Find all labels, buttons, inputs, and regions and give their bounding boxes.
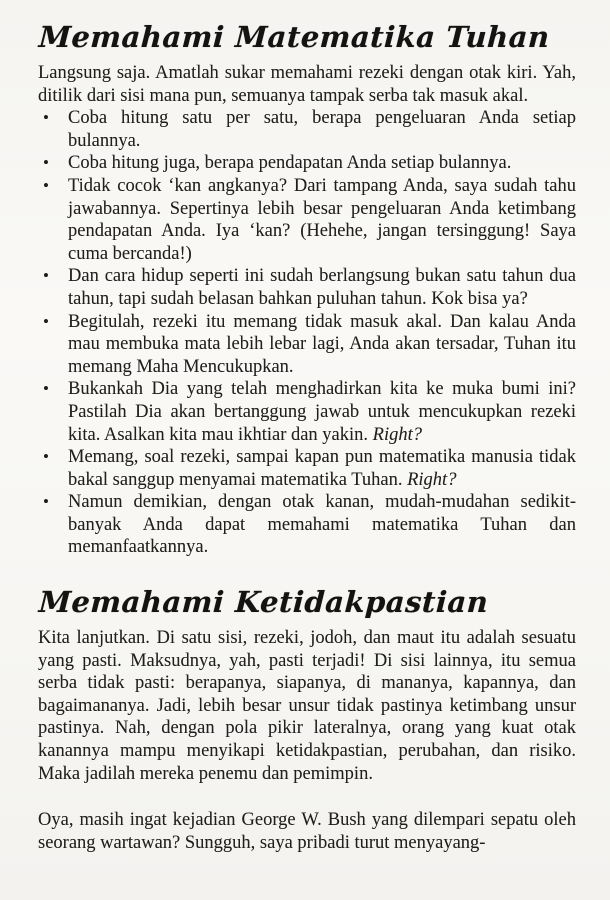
heading-memahami-matematika-tuhan: Memahami Matematika Tuhan <box>38 20 551 54</box>
ketidakpastian-paragraph-1: Kita lanjutkan. Di satu sisi, rezeki, jodoh, dan maut itu adalah sesuatu yang pasti. Maksudnya, yah, pasti terjadi! Di sisi lainnya, itu semua serba tidak pasti: berapanya, siapanya, di mananya, kapannya, dan bagaimananya. Jadi, lebih besar unsur tidak pastinya ketimbang unsur pastinya. Nah, dengan pola pikir lateralnya, orang yang kuat otak kanannya mampu menyikapi ketidakpastian, perubahan, dan risiko. Maka jadilah mereka penemu dan pemimpin. <box>38 628 576 784</box>
bullet-text: Coba hitung juga, berapa pendapatan Anda setiap bulannya. <box>68 153 512 174</box>
bullet-text-italic: Right? <box>407 469 457 490</box>
bullet-item <box>38 175 576 265</box>
bullet-text: Bukankah Dia yang telah menghadirkan kita ke muka bumi ini? Pastilah Dia akan bertanggung jawab untuk mencukupkan rezeki kita. Asalkan kita mau ikhtiar dan yakin. <box>68 379 576 445</box>
bullet-text: Dan cara hidup seperti ini sudah berlangsung bukan satu tahun dua tahun, tapi sudah belasan bahkan puluhan tahun. Kok bisa ya? <box>68 266 576 309</box>
bullet-item <box>38 265 576 310</box>
bullet-item <box>38 152 576 175</box>
bullet-text: Coba hitung satu per satu, berapa pengeluaran Anda setiap bulannya. <box>68 108 576 151</box>
bullet-item <box>38 446 576 491</box>
bullet-list <box>38 107 576 559</box>
bullet-item <box>38 491 576 559</box>
ketidakpastian-paragraph-2: Oya, masih ingat kejadian George W. Bush yang dilempari sepatu oleh seorang wartawan? Sungguh, saya pribadi turut menyayang- <box>38 810 576 853</box>
intro-paragraph: Langsung saja. Amatlah sukar memahami rezeki dengan otak kiri. Yah, ditilik dari sisi mana pun, semuanya tampak serba tak masuk akal. <box>38 63 576 106</box>
heading-memahami-ketidakpastian: Memahami Ketidakpastian <box>38 585 490 620</box>
bullet-text: Namun demikian, dengan otak kanan, mudah-mudahan sedikit-banyak Anda dapat memahami matematika Tuhan dan memanfaatkannya. <box>68 492 576 558</box>
bullet-item <box>38 311 576 379</box>
bullet-item <box>38 378 576 446</box>
bullet-text: Begitulah, rezeki itu memang tidak masuk akal. Dan kalau Anda mau membuka mata lebih lebar lagi, Anda akan tersadar, Tuhan itu memang Maha Mencukupkan. <box>68 311 576 377</box>
bullet-text: Tidak cocok ‘kan angkanya? Dari tampang Anda, saya sudah tahu jawabannya. Sepertinya lebih besar pengeluaran Anda ketimbang pendapatan Anda. Iya ‘kan? (Hehehe, jangan tersinggung! Saya cuma bercanda!) <box>68 175 576 264</box>
bullet-item <box>38 107 576 152</box>
bullet-text-italic: Right? <box>372 424 423 445</box>
bullet-text: Memang, soal rezeki, sampai kapan pun matematika manusia tidak bakal sanggup menyamai matematika Tuhan. <box>68 447 576 490</box>
